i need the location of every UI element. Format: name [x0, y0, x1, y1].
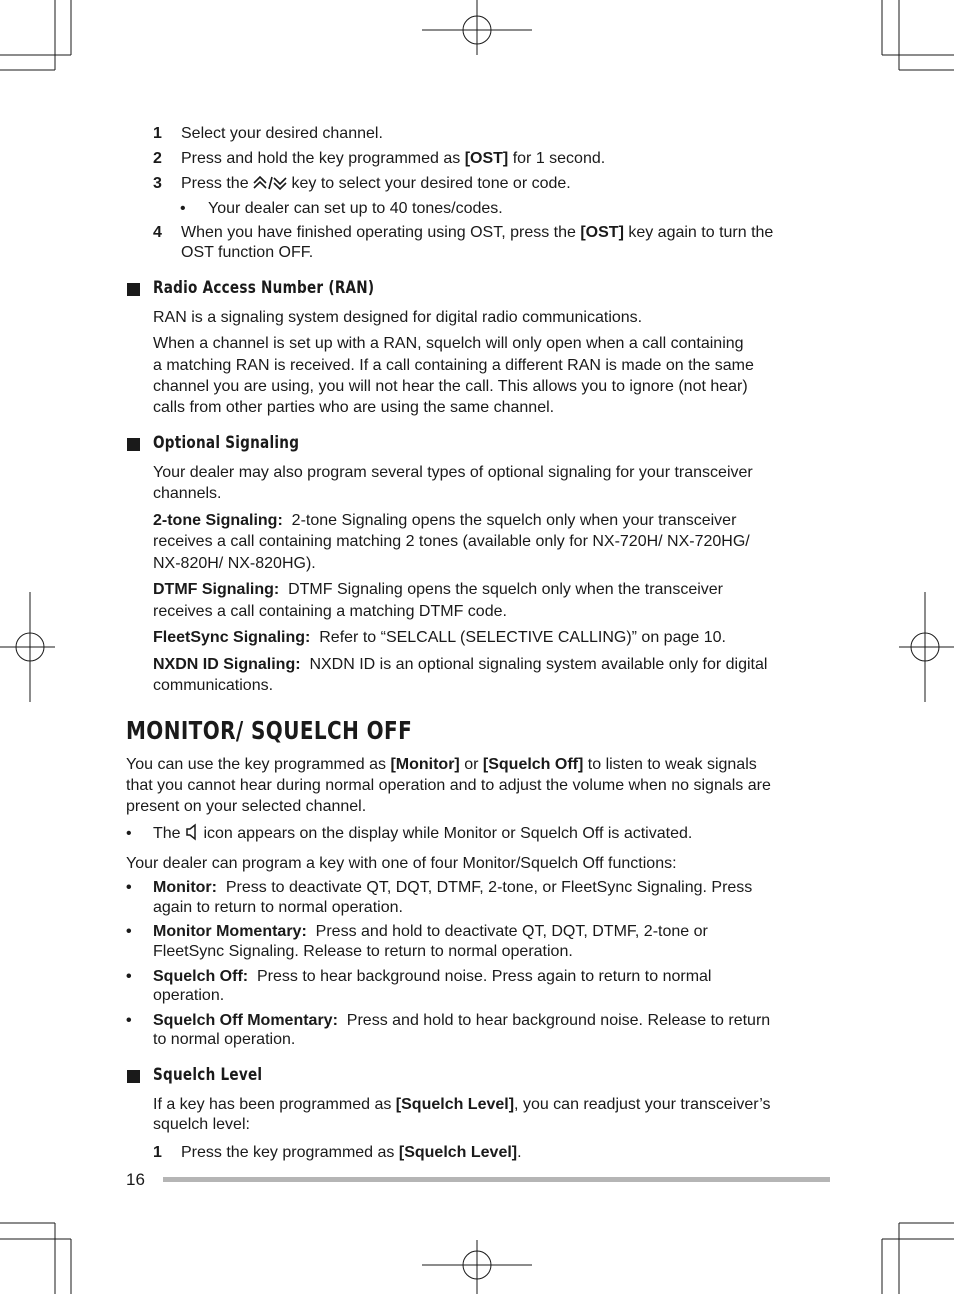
bullet: •: [180, 200, 186, 217]
black-square-icon: [127, 438, 140, 451]
section-heading-squelch-level: Squelch Level: [153, 1065, 263, 1085]
icon-note: The icon appears on the display while Monitor or Squelch Off is activated.: [153, 823, 692, 847]
section-heading-ran: Radio Access Number (RAN): [153, 278, 375, 298]
squelch-level-text: If a key has been programmed as [Squelch Level], you can readjust your transceiver’s: [153, 1096, 771, 1113]
optional-intro-line: Your dealer may also program several types of optional signaling for your transceiver: [153, 464, 753, 481]
signaling-item: NXDN ID Signaling: NXDN ID is an optional signaling system available only for digital: [153, 656, 768, 673]
monitor-intro-line: that you cannot hear during normal operation and to adjust the volume when no signals are: [126, 777, 771, 794]
section-heading-optional: Optional Signaling: [153, 433, 300, 453]
step-text: Select your desired channel.: [181, 125, 383, 142]
ran-body-line: calls from other parties who are using the same channel.: [153, 399, 555, 416]
step-number: 3: [153, 175, 162, 192]
ran-body-line: When a channel is set up with a RAN, squelch will only open when a call containing: [153, 335, 744, 352]
crosshair-registration-mark-icon: [899, 592, 954, 702]
signaling-item: DTMF Signaling: DTMF Signaling opens the squelch only when the transceiver: [153, 581, 723, 598]
step-number: 4: [153, 224, 162, 241]
signaling-item-cont: receives a call containing a matching DTMF code.: [153, 603, 507, 620]
crosshair-registration-mark-icon: [422, 1240, 532, 1294]
optional-intro-line: channels.: [153, 485, 222, 502]
speaker-icon: [185, 823, 199, 847]
crosshair-registration-mark-icon: [0, 592, 55, 702]
monitor-intro-line: You can use the key programmed as [Monitor] or [Squelch Off] to listen to weak signals: [126, 756, 757, 773]
black-square-icon: [127, 283, 140, 296]
signaling-item-cont: communications.: [153, 677, 274, 694]
signaling-item: 2-tone Signaling: 2-tone Signaling opens the squelch only when your transceiver: [153, 512, 737, 529]
step-text: When you have finished operating using OST, press the [OST] key again to turn the: [181, 224, 774, 241]
dealer-line: Your dealer can program a key with one of four Monitor/Squelch Off functions:: [126, 855, 677, 872]
ran-body-line: channel you are using, you will not hear the call. This allows you to ignore (not hear): [153, 378, 748, 395]
bullet: •: [126, 825, 132, 842]
footer-rule: [163, 1177, 830, 1182]
squelch-level-text-cont: squelch level:: [153, 1116, 250, 1133]
signaling-item-cont: NX-820H/ NX-820HG).: [153, 555, 316, 572]
black-square-icon: [127, 1070, 140, 1083]
crosshair-registration-mark-icon: [422, 0, 532, 55]
page-number: 16: [126, 1170, 145, 1189]
step-text-cont: OST function OFF.: [181, 244, 314, 261]
signaling-item-cont: receives a call containing matching 2 tones (available only for NX-720H/ NX-720HG/: [153, 533, 750, 550]
up-down-arrow-key-icon: [253, 176, 287, 197]
signaling-item: FleetSync Signaling: Refer to “SELCALL (SELECTIVE CALLING)” on page 10.: [153, 629, 726, 646]
ran-body-line: a matching RAN is received. If a call containing a different RAN is made on the same: [153, 357, 754, 374]
step-text: Press the key to select your desired tone or code.: [181, 173, 571, 197]
step-text: Press and hold the key programmed as [OST] for 1 second.: [181, 150, 606, 167]
note-text: Your dealer can set up to 40 tones/codes.: [208, 200, 503, 217]
ran-intro: RAN is a signaling system designed for digital radio communications.: [153, 309, 643, 326]
step-number: 2: [153, 150, 162, 167]
step-number: 1: [153, 125, 162, 142]
page-title: MONITOR/ SQUELCH OFF: [126, 716, 413, 745]
monitor-intro-line: present on your selected channel.: [126, 798, 367, 815]
